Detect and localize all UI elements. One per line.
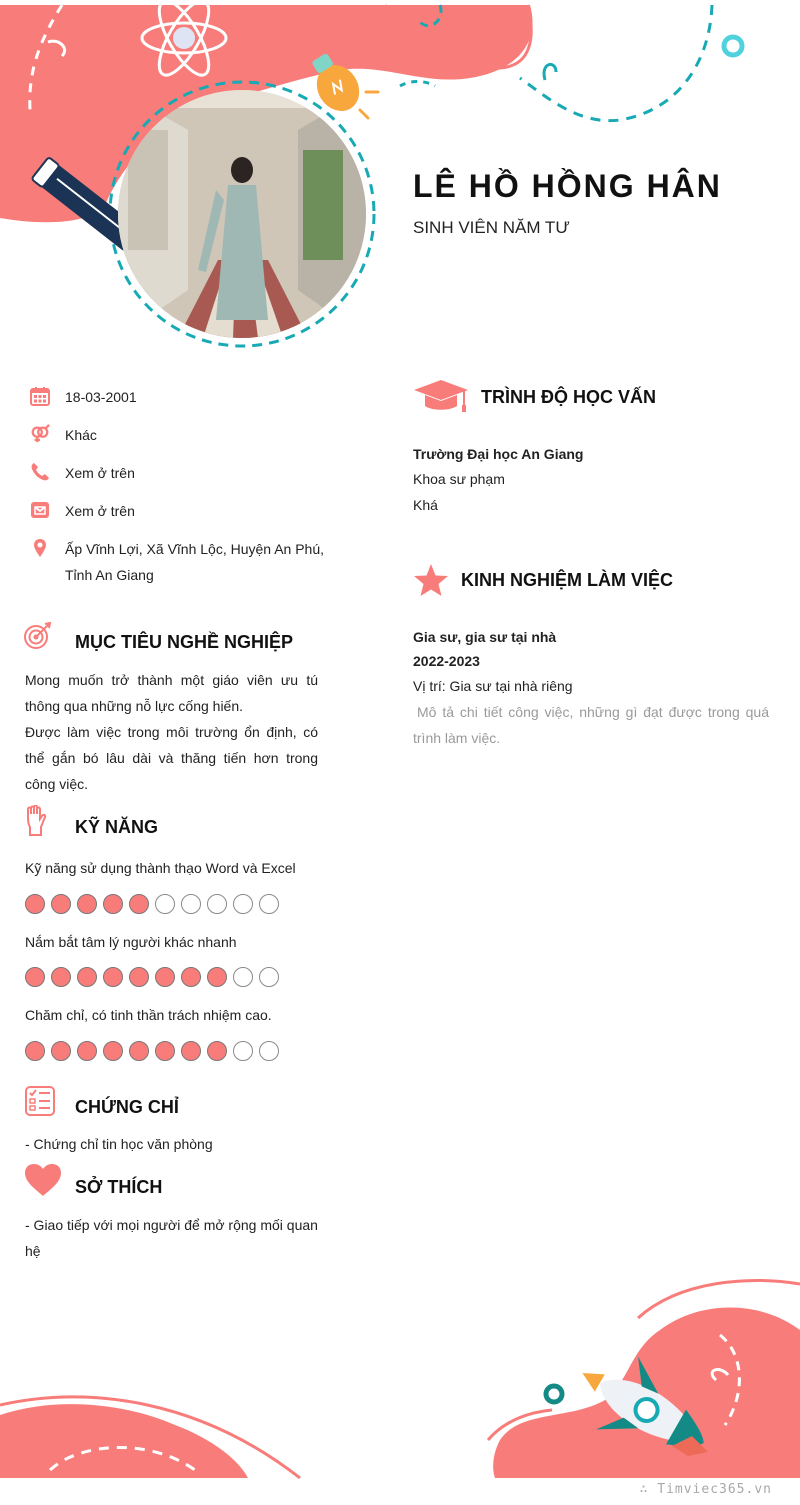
- experience-period: 2022-2023: [413, 653, 480, 669]
- skill-name: Nắm bắt tâm lý người khác nhanh: [25, 934, 237, 950]
- rating-dot-filled: [51, 967, 71, 987]
- skill-rating: [25, 1041, 279, 1061]
- rating-dot-empty: [155, 894, 175, 914]
- raised-fist-icon: [24, 805, 48, 837]
- rating-dot-empty: [233, 1041, 253, 1061]
- rating-dot-filled: [103, 1041, 123, 1061]
- gender-text: Khác: [65, 427, 97, 443]
- email-icon: [30, 500, 50, 520]
- dashed-curve-top-right: [520, 5, 712, 121]
- hobby-item: - Giao tiếp với mọi người để mở rộng mối quan hệ: [25, 1217, 318, 1259]
- rating-dot-filled: [181, 1041, 201, 1061]
- graduation-cap-icon: [412, 378, 470, 414]
- hobbies-title: SỞ THÍCH: [75, 1177, 163, 1197]
- rating-dot-empty: [207, 894, 227, 914]
- phone-icon: [30, 462, 50, 482]
- rating-dot-filled: [129, 1041, 149, 1061]
- experience-role: Gia sư, gia sư tại nhà: [413, 629, 557, 645]
- rating-dot-empty: [259, 894, 279, 914]
- bottom-left-coral-blob: [0, 1404, 248, 1478]
- rating-dot-empty: [259, 967, 279, 987]
- skill-name: Chăm chỉ, có tinh thần trách nhiệm cao.: [25, 1007, 272, 1023]
- phone-text[interactable]: Xem ở trên: [65, 465, 135, 481]
- rating-dot-filled: [77, 967, 97, 987]
- rating-dot-filled: [155, 967, 175, 987]
- target-icon: [24, 622, 52, 650]
- birthday-text: 18-03-2001: [65, 389, 137, 405]
- rating-dot-filled: [51, 894, 71, 914]
- education-title: TRÌNH ĐỘ HỌC VẤN: [481, 387, 656, 407]
- rating-dot-empty: [181, 894, 201, 914]
- candidate-subtitle: SINH VIÊN NĂM TƯ: [413, 218, 570, 237]
- rating-dot-filled: [129, 967, 149, 987]
- rating-dot-empty: [259, 1041, 279, 1061]
- rating-dot-filled: [103, 967, 123, 987]
- teal-ring-top: [724, 37, 742, 55]
- location-pin-icon: [30, 538, 50, 558]
- candidate-name: LÊ HỒ HỒNG HÂN: [413, 168, 722, 204]
- objective-body: [25, 667, 318, 797]
- rating-dot-filled: [129, 894, 149, 914]
- rating-dot-filled: [51, 1041, 71, 1061]
- skills-title: KỸ NĂNG: [75, 817, 159, 837]
- footer-brand[interactable]: ∴ Timviec365.vn: [639, 1482, 772, 1497]
- certificates-title: CHỨNG CHỈ: [75, 1097, 179, 1117]
- rating-dot-filled: [181, 967, 201, 987]
- address-text: Ấp Vĩnh Lợi, Xã Vĩnh Lộc, Huyện An Phú, Tỉnh An Giang: [65, 541, 325, 583]
- rating-dot-filled: [25, 894, 45, 914]
- rating-dot-filled: [207, 1041, 227, 1061]
- rating-dot-filled: [77, 1041, 97, 1061]
- objective-line: Được làm việc trong môi trường ổn định, có thể gắn bó lâu dài và thăng tiến hơn trong công việc.: [25, 724, 318, 792]
- star-icon: [413, 563, 449, 597]
- experience-description: Mô tả chi tiết công việc, những gì đạt được trong quá trình làm việc.: [413, 704, 769, 746]
- objective-title: MỤC TIÊU NGHỀ NGHIỆP: [75, 632, 294, 652]
- education-grade: Khá: [413, 497, 438, 513]
- rating-dot-filled: [207, 967, 227, 987]
- experience-title: KINH NGHIỆM LÀM VIỆC: [461, 570, 674, 590]
- education-school: Trường Đại học An Giang: [413, 446, 584, 462]
- profile-photo: [118, 90, 366, 338]
- heart-icon: [24, 1163, 62, 1197]
- experience-position: Vị trí: Gia sư tại nhà riêng: [413, 678, 573, 694]
- rating-dot-filled: [25, 1041, 45, 1061]
- education-faculty: Khoa sư phạm: [413, 471, 505, 487]
- skill-name: Kỹ năng sử dụng thành thạo Word và Excel: [25, 860, 296, 876]
- gender-icon: [30, 424, 50, 444]
- certificate-item: - Chứng chỉ tin học văn phòng: [25, 1136, 213, 1152]
- teal-ring-bottom: [546, 1386, 562, 1402]
- skill-rating: [25, 894, 279, 914]
- calendar-icon: [30, 386, 50, 406]
- objective-line: Mong muốn trở thành một giáo viên ưu tú thông qua những nỗ lực cống hiến.: [25, 672, 318, 714]
- rating-dot-empty: [233, 967, 253, 987]
- rating-dot-filled: [155, 1041, 175, 1061]
- email-text[interactable]: Xem ở trên: [65, 503, 135, 519]
- rating-dot-filled: [103, 894, 123, 914]
- rating-dot-empty: [233, 894, 253, 914]
- rating-dot-filled: [77, 894, 97, 914]
- checklist-icon: [24, 1085, 56, 1117]
- rating-dot-filled: [25, 967, 45, 987]
- skill-rating: [25, 967, 279, 987]
